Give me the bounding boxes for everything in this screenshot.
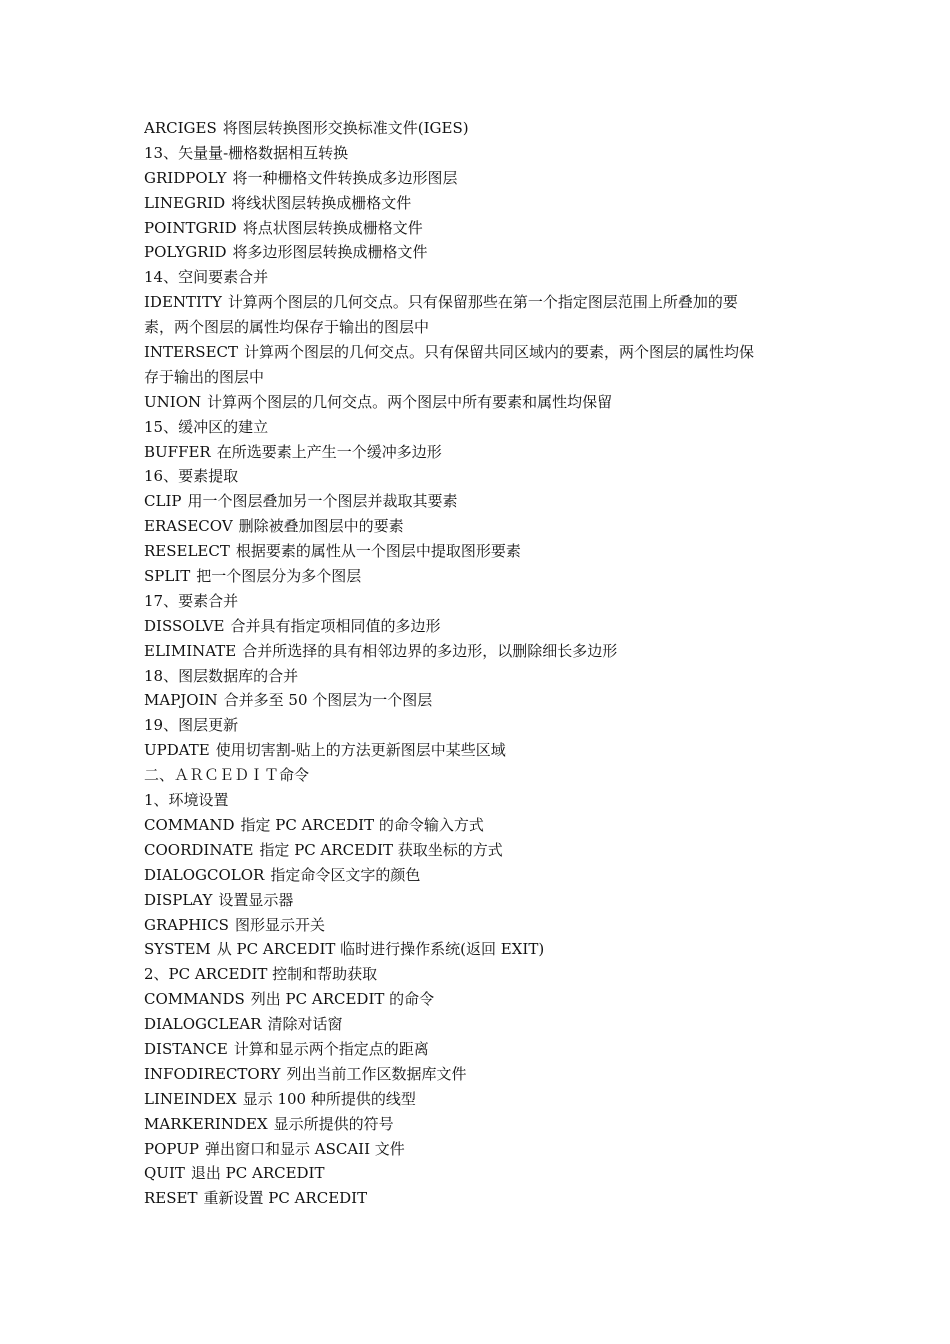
command-name: SPLIT xyxy=(144,567,191,586)
line-text: 17、要素合并 xyxy=(144,591,239,610)
text-line xyxy=(144,141,814,166)
command-name: ARCIGES xyxy=(144,119,217,137)
text-line xyxy=(144,390,814,415)
line-text: 19、图层更新 xyxy=(144,716,239,735)
line-text: 从 PC ARCEDIT 临时进行操作系统(返回 EXIT) xyxy=(216,940,545,959)
command-name: UPDATE xyxy=(144,741,210,760)
command-name: COMMAND xyxy=(144,815,235,834)
command-name: BUFFER xyxy=(144,442,211,461)
line-text: 13、矢量量-栅格数据相互转换 xyxy=(144,143,349,162)
text-line xyxy=(144,1186,814,1211)
line-text: 清除对话窗 xyxy=(267,1015,343,1034)
line-text: 素，两个图层的属性均保存于输出的图层中 xyxy=(144,318,430,337)
command-name: POLYGRID xyxy=(144,243,227,262)
line-text: 将点状图层转换成栅格文件 xyxy=(242,218,423,237)
line-text: 合并所选择的具有相邻边界的多边形，以删除细长多边形 xyxy=(242,641,618,660)
text-line xyxy=(144,688,814,713)
line-text: 二、ＡＲＣＥＤＩＴ命令 xyxy=(144,766,310,785)
text-line xyxy=(144,838,814,863)
command-name: POINTGRID xyxy=(144,218,237,237)
line-text: 计算和显示两个指定点的距离 xyxy=(233,1039,429,1058)
text-line xyxy=(144,589,814,614)
command-name: LINEGRID xyxy=(144,193,226,212)
text-line xyxy=(144,216,814,241)
text-line xyxy=(144,564,814,589)
line-text: 将多边形图层转换成栅格文件 xyxy=(232,243,428,262)
line-text: 将线状图层转换成栅格文件 xyxy=(231,193,412,212)
line-text: 1、环境设置 xyxy=(144,791,229,810)
line-text: 图形显示开关 xyxy=(234,915,325,934)
text-line xyxy=(144,987,814,1012)
command-name: DIALOGCLEAR xyxy=(144,1015,262,1034)
command-name: QUIT xyxy=(144,1164,185,1183)
text-line xyxy=(144,166,814,191)
text-line xyxy=(144,464,814,489)
line-text: 15、缓冲区的建立 xyxy=(144,417,269,436)
text-line xyxy=(144,863,814,888)
text-line xyxy=(144,738,814,763)
text-line xyxy=(144,639,814,664)
command-name: MAPJOIN xyxy=(144,691,218,710)
line-text: 计算两个图层的几何交点。只有保留共同区域内的要素，两个图层的属性均保 xyxy=(244,343,755,362)
text-line xyxy=(144,290,814,315)
command-name: DISTANCE xyxy=(144,1039,228,1058)
command-name: RESET xyxy=(144,1189,198,1208)
command-name: LINEINDEX xyxy=(144,1089,237,1108)
line-text: 存于输出的图层中 xyxy=(144,367,265,386)
line-text: 指定 PC ARCEDIT 获取坐标的方式 xyxy=(259,840,503,859)
command-name: SYSTEM xyxy=(144,940,211,959)
text-line xyxy=(144,340,814,365)
command-name: UNION xyxy=(144,392,202,411)
text-line xyxy=(144,265,814,290)
line-text: 18、图层数据库的合并 xyxy=(144,666,299,685)
text-line xyxy=(144,614,814,639)
line-text: 指定 PC ARCEDIT 的命令输入方式 xyxy=(240,815,484,834)
command-name: GRAPHICS xyxy=(144,915,229,934)
text-line xyxy=(144,1137,814,1162)
line-text: 用一个图层叠加另一个图层并裁取其要素 xyxy=(187,492,458,511)
command-name: INFODIRECTORY xyxy=(144,1064,281,1083)
command-name: CLIP xyxy=(144,492,182,511)
text-line xyxy=(144,116,814,141)
text-line xyxy=(144,888,814,913)
text-line xyxy=(144,315,814,340)
text-line xyxy=(144,539,814,564)
command-name: ELIMINATE xyxy=(144,641,237,660)
text-line xyxy=(144,937,814,962)
line-text: 合并多至 50 个图层为一个图层 xyxy=(223,691,433,710)
command-name: RESELECT xyxy=(144,542,230,561)
line-text: 14、空间要素合并 xyxy=(144,268,269,287)
document-page xyxy=(144,116,814,1211)
line-text: 合并具有指定项相同值的多边形 xyxy=(230,616,441,635)
text-line xyxy=(144,664,814,689)
command-name: DISSOLVE xyxy=(144,616,225,635)
text-line xyxy=(144,1037,814,1062)
command-name: DIALOGCOLOR xyxy=(144,865,265,884)
line-text: 重新设置 PC ARCEDIT xyxy=(203,1189,368,1208)
text-line xyxy=(144,1087,814,1112)
command-name: ERASECOV xyxy=(144,517,233,536)
line-text: 列出当前工作区数据库文件 xyxy=(286,1064,467,1083)
text-line xyxy=(144,514,814,539)
text-line xyxy=(144,191,814,216)
text-line xyxy=(144,913,814,938)
text-line xyxy=(144,240,814,265)
line-text: 将一种栅格文件转换成多边形图层 xyxy=(232,168,458,187)
line-text: 使用切害割-贴上的方法更新图层中某些区域 xyxy=(215,741,506,760)
line-text: 把一个图层分为多个图层 xyxy=(196,567,362,586)
line-text: 计算两个图层的几何交点。两个图层中所有要素和属性均保留 xyxy=(207,392,613,411)
command-name: DISPLAY xyxy=(144,890,213,909)
text-line xyxy=(144,1161,814,1186)
line-text: 删除被叠加图层中的要素 xyxy=(238,517,404,536)
text-line xyxy=(144,713,814,738)
line-text: 2、PC ARCEDIT 控制和帮助获取 xyxy=(144,965,378,984)
command-name: INTERSECT xyxy=(144,343,239,362)
text-line xyxy=(144,365,814,390)
line-text: 设置显示器 xyxy=(218,890,294,909)
line-text: 指定命令区文字的颜色 xyxy=(270,865,421,884)
line-text: 显示 100 种所提供的线型 xyxy=(242,1089,416,1108)
line-text: 退出 PC ARCEDIT xyxy=(190,1164,325,1183)
command-name: COMMANDS xyxy=(144,990,245,1009)
text-line xyxy=(144,1012,814,1037)
text-line xyxy=(144,788,814,813)
line-text: 16、要素提取 xyxy=(144,467,239,486)
text-line xyxy=(144,1112,814,1137)
line-text: 计算两个图层的几何交点。只有保留那些在第一个指定图层范围上所叠加的要 xyxy=(227,293,738,312)
line-text: 根据要素的属性从一个图层中提取图形要素 xyxy=(235,542,521,561)
command-name: MARKERINDEX xyxy=(144,1114,268,1133)
line-text: 列出 PC ARCEDIT 的命令 xyxy=(250,990,435,1009)
command-name: IDENTITY xyxy=(144,293,222,312)
text-line xyxy=(144,489,814,514)
line-text: 将图层转换图形交换标准文件(IGES) xyxy=(222,119,469,137)
line-text: 在所选要素上产生一个缓冲多边形 xyxy=(216,442,442,461)
command-name: GRIDPOLY xyxy=(144,168,227,187)
text-line xyxy=(144,440,814,465)
line-text: 弹出窗口和显示 ASCAII 文件 xyxy=(204,1139,405,1158)
command-name: POPUP xyxy=(144,1139,199,1158)
text-line xyxy=(144,813,814,838)
line-text: 显示所提供的符号 xyxy=(273,1114,394,1133)
text-line xyxy=(144,763,814,788)
text-line xyxy=(144,1062,814,1087)
text-line xyxy=(144,962,814,987)
command-name: COORDINATE xyxy=(144,840,254,859)
text-line xyxy=(144,415,814,440)
